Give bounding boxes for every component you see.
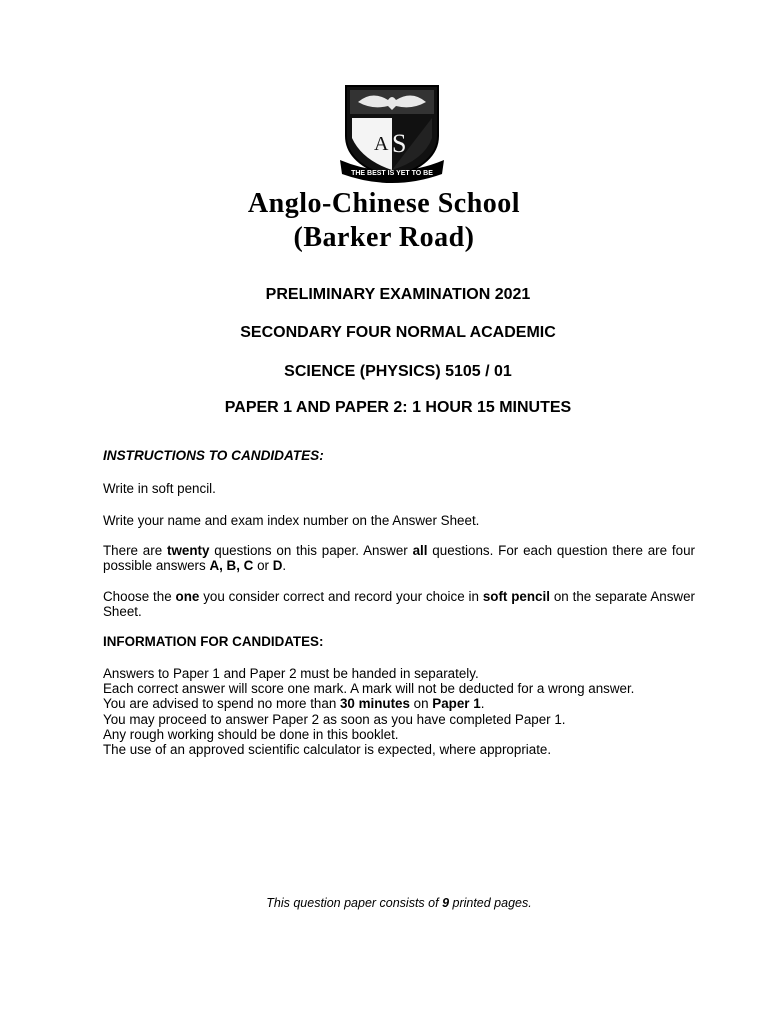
- info-line: Answers to Paper 1 and Paper 2 must be handed in separately.: [103, 666, 479, 681]
- info-line: You may proceed to answer Paper 2 as soon as you have completed Paper 1.: [103, 711, 566, 727]
- exam-level: SECONDARY FOUR NORMAL ACADEMIC: [240, 324, 556, 341]
- instruction-questions: There are twenty questions on this paper. Answer all questions. For each question there are four possible answers A, B, C or D.: [103, 543, 695, 573]
- page-count-note: This question paper consists of 9 printed pages.: [266, 896, 532, 910]
- school-name: Anglo-Chinese School: [247, 188, 521, 219]
- instruction-choice: Choose the one you consider correct and record your choice in soft pencil on the separate Answer Sheet.: [103, 589, 695, 619]
- svg-text:A: A: [374, 133, 389, 155]
- school-crest-logo: [338, 84, 446, 188]
- crest-motto: THE BEST IS YET TO BE: [351, 170, 433, 177]
- instructions-heading: INSTRUCTIONS TO CANDIDATES:: [103, 448, 324, 463]
- svg-text:S: S: [392, 129, 407, 158]
- exam-duration: PAPER 1 AND PAPER 2: 1 HOUR 15 MINUTES: [224, 399, 572, 416]
- instruction-name: Write your name and exam index number on the Answer Sheet.: [103, 513, 480, 528]
- information-list: [103, 666, 695, 757]
- information-heading: INFORMATION FOR CANDIDATES:: [103, 634, 324, 649]
- info-line: The use of an approved scientific calculator is expected, where appropriate.: [103, 742, 552, 758]
- info-line: Any rough working should be done in this booklet.: [103, 726, 399, 742]
- exam-title: PRELIMINARY EXAMINATION 2021: [265, 286, 531, 303]
- instruction-pencil: Write in soft pencil.: [103, 481, 216, 496]
- school-branch: (Barker Road): [293, 222, 475, 253]
- exam-subject: SCIENCE (PHYSICS) 5105 / 01: [284, 363, 512, 380]
- info-line: You are advised to spend no more than 30 minutes on Paper 1.: [103, 696, 485, 712]
- info-line: Each correct answer will score one mark. A mark will not be deducted for a wrong answer.: [103, 681, 635, 697]
